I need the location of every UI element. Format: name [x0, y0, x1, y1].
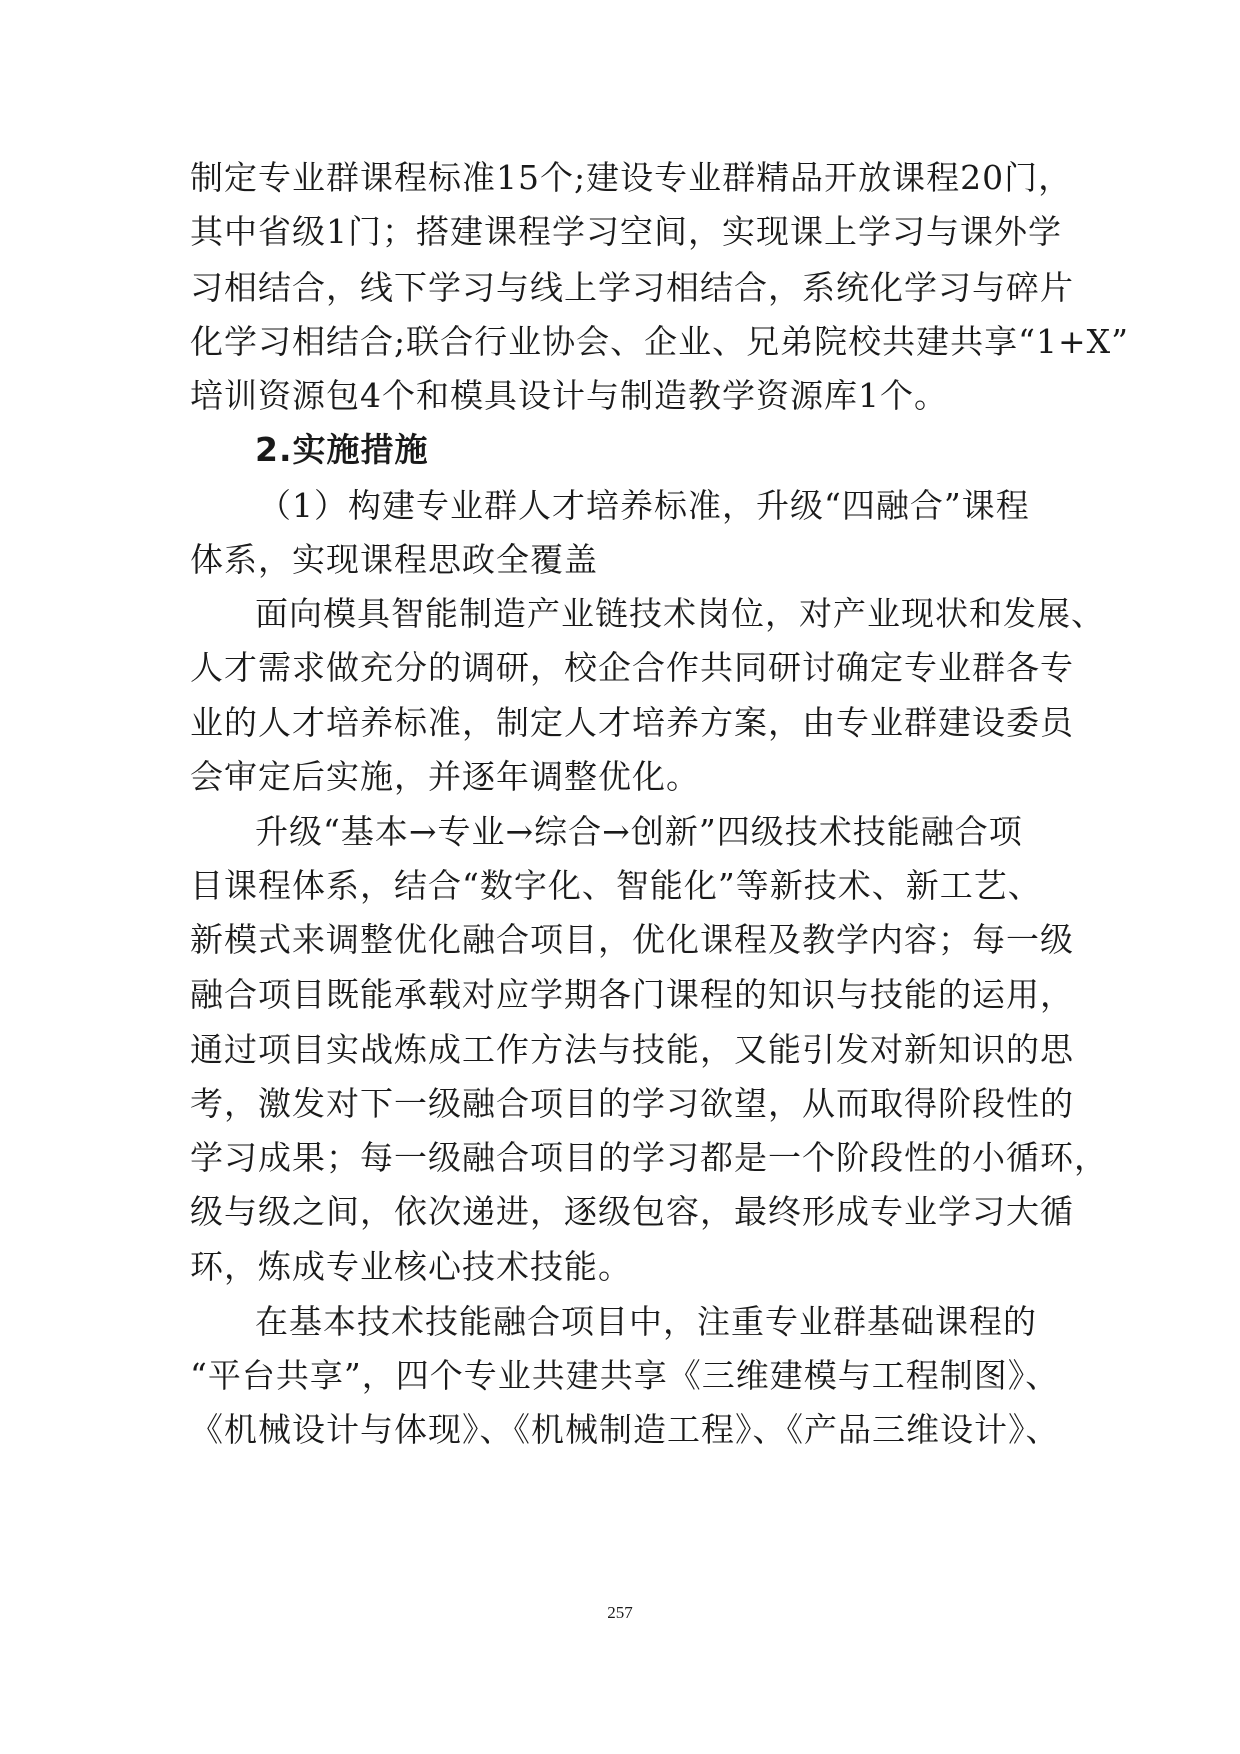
section-heading: 2.实施措施: [255, 430, 429, 469]
text-line: 考，激发对下一级融合项目的学习欲望，从而取得阶段性的: [190, 1084, 1074, 1123]
text-line: 新模式来调整优化融合项目，优化课程及教学内容；每一级: [190, 920, 1074, 959]
text-line: 升级“基本→专业→综合→创新”四级技术技能融合项: [255, 812, 1023, 851]
text-line: 习相结合，线下学习与线上学习相结合，系统化学习与碎片: [190, 268, 1074, 307]
text-line: 《机械设计与体现》、《机械制造工程》、《产品三维设计》、: [190, 1410, 1060, 1449]
subsection-title: （1）构建专业群人才培养标准，升级“四融合”课程: [258, 486, 1030, 525]
text-line: 人才需求做充分的调研，校企合作共同研讨确定专业群各专: [190, 648, 1074, 687]
text-line: 其中省级1门；搭建课程学习空间，实现课上学习与课外学: [190, 212, 1062, 251]
text-line: 化学习相结合;联合行业协会、企业、兄弟院校共建共享“1+X”: [190, 322, 1129, 361]
text-line: 在基本技术技能融合项目中，注重专业群基础课程的: [255, 1302, 1037, 1341]
text-line: 学习成果；每一级融合项目的学习都是一个阶段性的小循环，: [190, 1138, 1108, 1177]
text-line: 制定专业群课程标准15个;建设专业群精品开放课程20门，: [190, 158, 1073, 197]
page-number: 257: [607, 1603, 633, 1622]
text-line: 业的人才培养标准，制定人才培养方案，由专业群建设委员: [190, 703, 1074, 742]
text-line: 融合项目既能承载对应学期各门课程的知识与技能的运用，: [190, 975, 1074, 1014]
text-line: 通过项目实战炼成工作方法与技能，又能引发对新知识的思: [190, 1030, 1074, 1069]
text-line: 培训资源包4个和模具设计与制造教学资源库1个。: [190, 376, 948, 415]
subsection-title: 体系，实现课程思政全覆盖: [190, 540, 598, 579]
text-line: 级与级之间，依次递进，逐级包容，最终形成专业学习大循: [190, 1192, 1074, 1231]
text-line: 面向模具智能制造产业链技术岗位，对产业现状和发展、: [255, 594, 1105, 633]
text-line: “平台共享”，四个专业共建共享《三维建模与工程制图》、: [190, 1356, 1060, 1395]
text-line: 环，炼成专业核心技术技能。: [190, 1247, 632, 1286]
text-line: 目课程体系，结合“数字化、智能化”等新技术、新工艺、: [190, 866, 1042, 905]
text-line: 会审定后实施，并逐年调整优化。: [190, 757, 700, 796]
